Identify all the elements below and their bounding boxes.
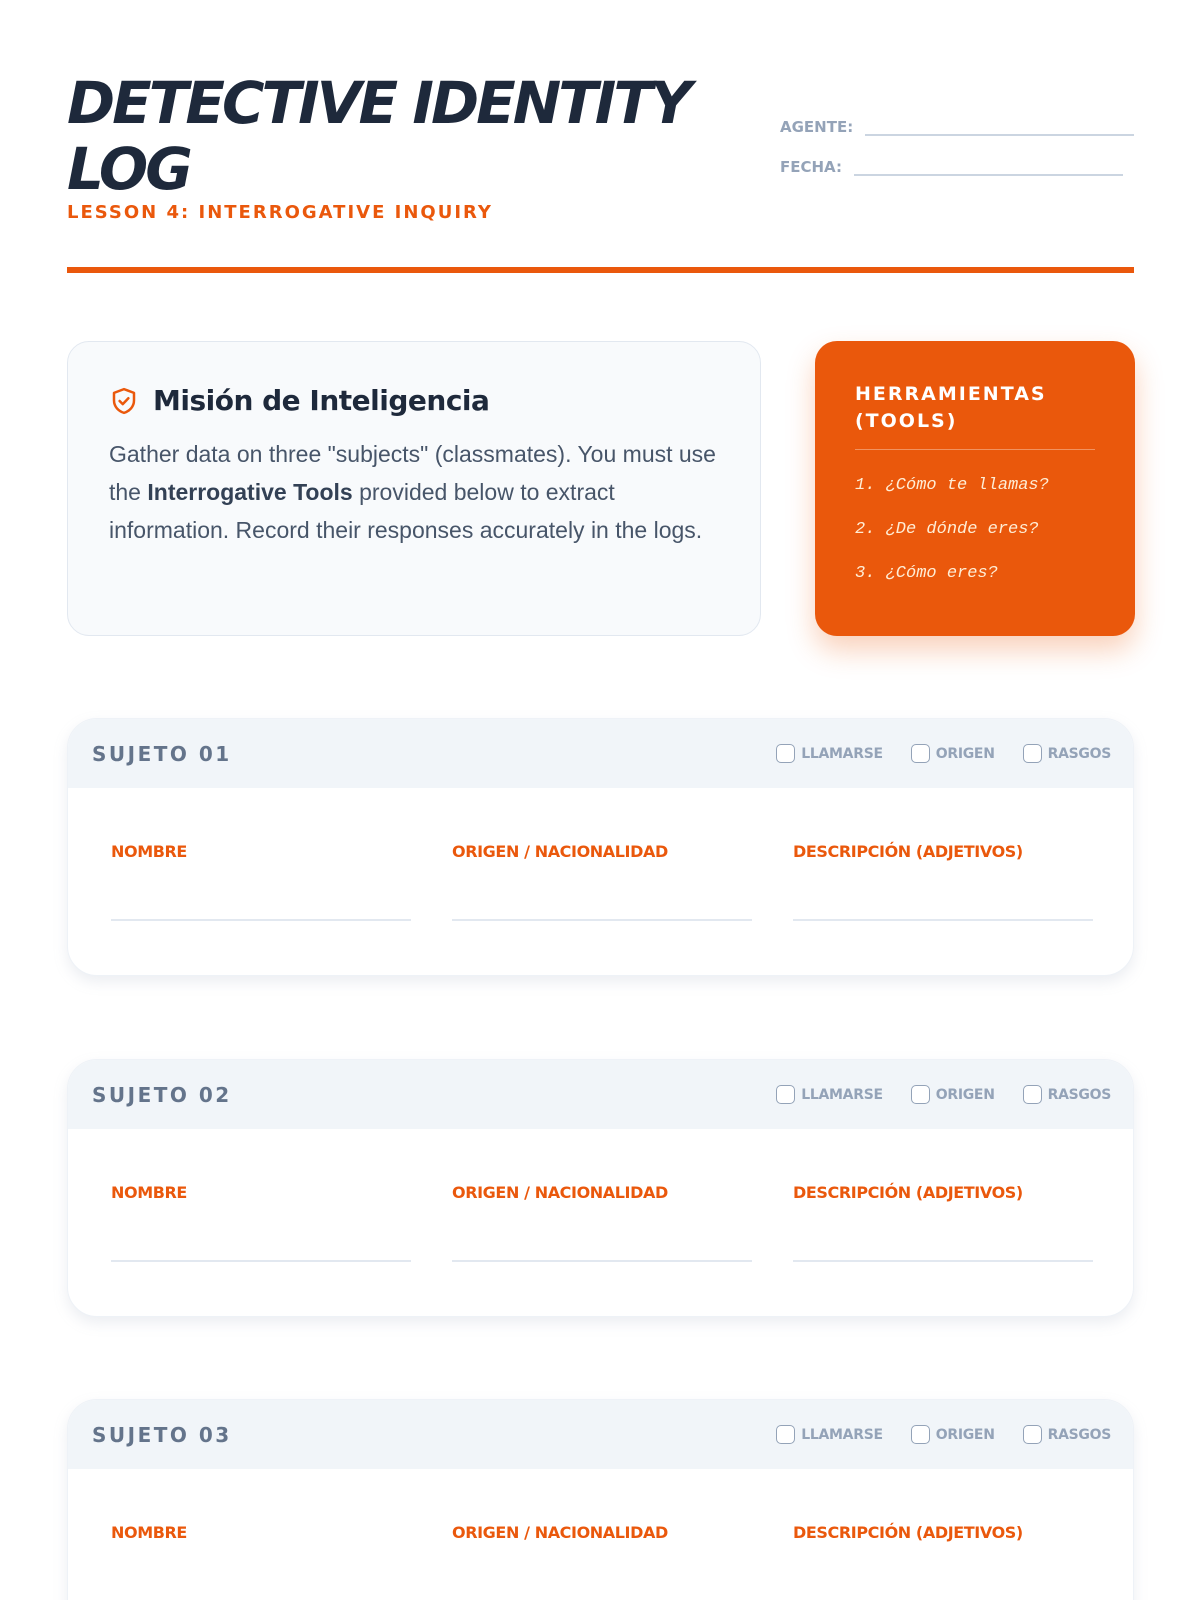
- check-label: ORIGEN: [935, 1426, 995, 1443]
- check-label: LLAMARSE: [801, 745, 883, 762]
- mission-text-bold: Interrogative Tools: [147, 479, 353, 505]
- subject-name: SUJETO 02: [92, 1082, 232, 1107]
- checkbox-icon[interactable]: [776, 1085, 795, 1104]
- field-input-line[interactable]: [452, 919, 752, 921]
- subject-header: [68, 719, 1133, 788]
- check-origen[interactable]: [911, 1425, 995, 1444]
- field-input-line[interactable]: [111, 1260, 411, 1262]
- field-label: DESCRIPCIÓN (ADJETIVOS): [793, 1183, 1023, 1202]
- lesson-subtitle: LESSON 4: INTERROGATIVE INQUIRY: [67, 202, 493, 223]
- field-origen: [452, 1183, 752, 1262]
- field-origen: [452, 1523, 752, 1600]
- field-input-line[interactable]: [452, 1260, 752, 1262]
- field-label: DESCRIPCIÓN (ADJETIVOS): [793, 1523, 1023, 1542]
- field-nombre: [111, 1523, 411, 1600]
- checkbox-icon[interactable]: [1023, 1085, 1042, 1104]
- date-row: [780, 156, 1134, 176]
- checkbox-icon[interactable]: [776, 1425, 795, 1444]
- subject-header: [68, 1060, 1133, 1129]
- field-descripcion: [793, 1183, 1093, 1262]
- checklist: [748, 744, 1111, 763]
- checkbox-icon[interactable]: [1023, 1425, 1042, 1444]
- tool-question-1: 1. ¿Cómo te llamas?: [855, 476, 1049, 495]
- field-label: NOMBRE: [111, 1523, 187, 1542]
- header-divider: [67, 267, 1134, 273]
- tool-question-2: 2. ¿De dónde eres?: [855, 520, 1039, 539]
- field-label: ORIGEN / NACIONALIDAD: [452, 842, 668, 861]
- mission-description: [109, 435, 720, 549]
- checkbox-icon[interactable]: [776, 744, 795, 763]
- page-header: [67, 70, 1134, 275]
- field-input-line[interactable]: [111, 919, 411, 921]
- mission-text-before: Gather data on three "subjects" (classmates). You must use the: [109, 441, 716, 505]
- check-rasgos[interactable]: [1023, 1085, 1111, 1104]
- mission-title: Misión de Inteligencia: [153, 384, 490, 417]
- agent-row: [780, 116, 1134, 136]
- mission-text-after: provided below to extract information. Record their responses accurately in the logs.: [109, 479, 703, 543]
- mission-header: [109, 384, 720, 417]
- check-origen[interactable]: [911, 744, 995, 763]
- subject-name: SUJETO 01: [92, 741, 232, 766]
- shield-check-icon: [109, 386, 139, 416]
- check-label: RASGOS: [1047, 745, 1111, 762]
- check-label: RASGOS: [1047, 1426, 1111, 1443]
- mission-card: [67, 341, 761, 636]
- tools-card: [815, 341, 1135, 636]
- check-llamarse[interactable]: [776, 1425, 882, 1444]
- subject-fields: [68, 1469, 1133, 1600]
- subject-header: [68, 1400, 1133, 1469]
- date-label: FECHA:: [780, 158, 842, 176]
- field-label: ORIGEN / NACIONALIDAD: [452, 1183, 668, 1202]
- checklist: [748, 1085, 1111, 1104]
- field-label: NOMBRE: [111, 842, 187, 861]
- field-nombre: [111, 842, 411, 921]
- check-origen[interactable]: [911, 1085, 995, 1104]
- field-nombre: [111, 1183, 411, 1262]
- check-llamarse[interactable]: [776, 1085, 882, 1104]
- tool-question-3: 3. ¿Cómo eres?: [855, 564, 998, 583]
- subject-card-01: [67, 718, 1134, 976]
- check-label: RASGOS: [1047, 1086, 1111, 1103]
- field-input-line[interactable]: [793, 919, 1093, 921]
- field-descripcion: [793, 1523, 1093, 1600]
- check-rasgos[interactable]: [1023, 744, 1111, 763]
- check-label: LLAMARSE: [801, 1086, 883, 1103]
- check-llamarse[interactable]: [776, 744, 882, 763]
- field-origen: [452, 842, 752, 921]
- tools-title: HERRAMIENTAS (TOOLS): [855, 381, 1095, 450]
- date-input-line[interactable]: [854, 156, 1123, 176]
- field-label: DESCRIPCIÓN (ADJETIVOS): [793, 842, 1023, 861]
- checkbox-icon[interactable]: [1023, 744, 1042, 763]
- field-label: ORIGEN / NACIONALIDAD: [452, 1523, 668, 1542]
- check-label: LLAMARSE: [801, 1426, 883, 1443]
- check-label: ORIGEN: [935, 1086, 995, 1103]
- checkbox-icon[interactable]: [911, 744, 930, 763]
- check-label: ORIGEN: [935, 745, 995, 762]
- field-label: NOMBRE: [111, 1183, 187, 1202]
- checkbox-icon[interactable]: [911, 1085, 930, 1104]
- agent-input-line[interactable]: [865, 116, 1134, 136]
- subject-name: SUJETO 03: [92, 1422, 232, 1447]
- subject-fields: [68, 788, 1133, 921]
- agent-label: AGENTE:: [780, 118, 854, 136]
- checkbox-icon[interactable]: [911, 1425, 930, 1444]
- field-descripcion: [793, 842, 1093, 921]
- checklist: [748, 1425, 1111, 1444]
- agent-date-block: [780, 116, 1134, 196]
- check-rasgos[interactable]: [1023, 1425, 1111, 1444]
- field-input-line[interactable]: [793, 1260, 1093, 1262]
- subject-fields: [68, 1129, 1133, 1262]
- subject-card-03: [67, 1399, 1134, 1600]
- page-title: DETECTIVE IDENTITY LOG: [67, 69, 689, 203]
- subject-card-02: [67, 1059, 1134, 1317]
